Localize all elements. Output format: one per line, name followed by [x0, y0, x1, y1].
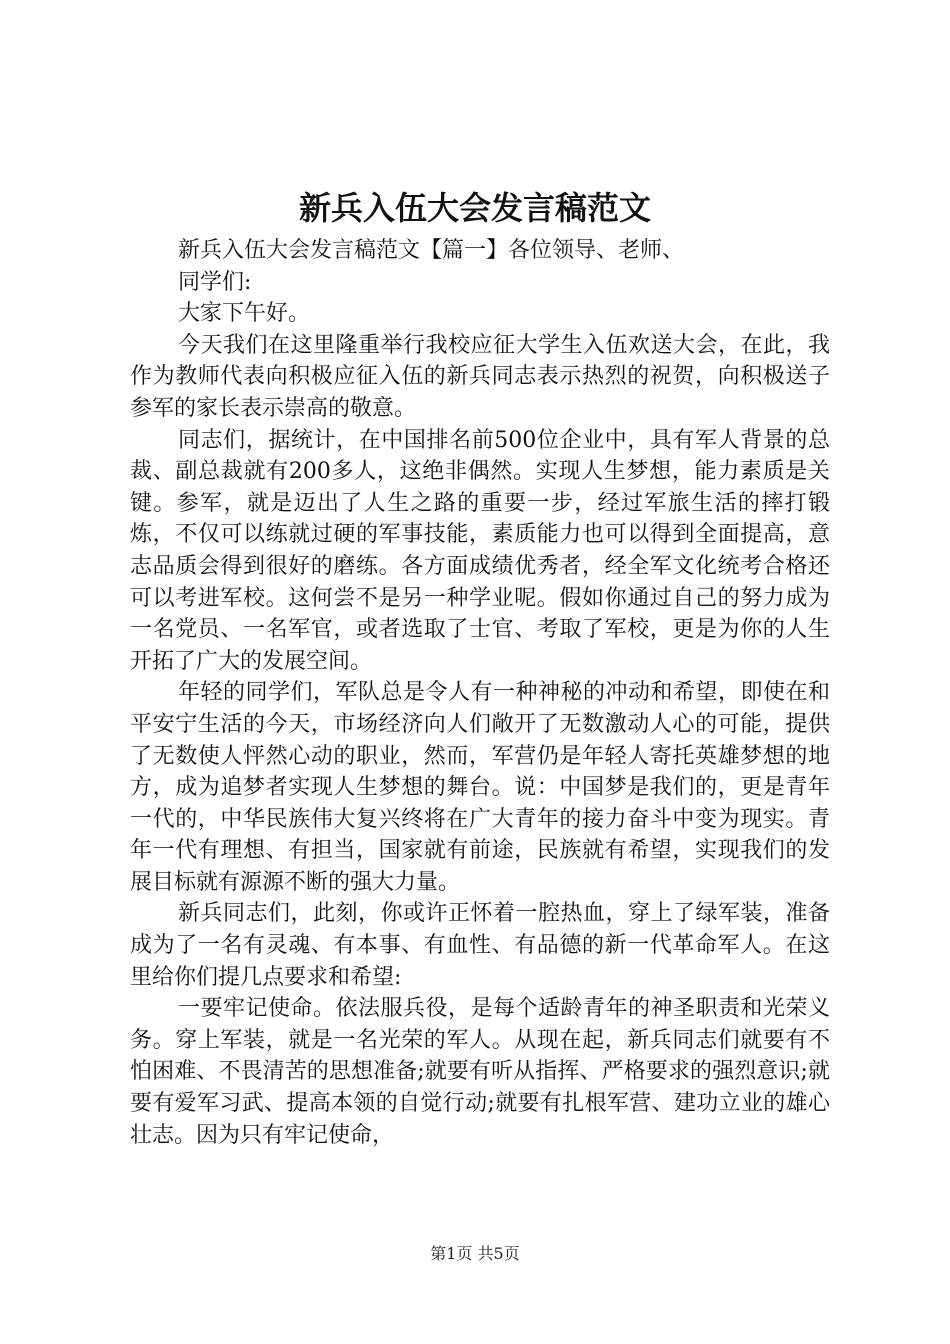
- body-paragraph: 同志们，据统计，在中国排名前500位企业中，具有军人背景的总裁、副总裁就有200多人，这绝非偶然。实现人生梦想，能力素质是关键。参军，就是迈出了人生之路的重要一步，经过军旅生活的摔打锻炼，不仅可以练就过硬的军事技能，素质能力也可以得到全面提高，意志品质会得到很好的磨练。各方面成绩优秀者，经全军文化统考合格还可以考进军校。这何尝不是另一种学业呢。假如你通过自己的努力成为一名党员、一名军官，或者选取了士官、考取了军校，更是为你的人生开拓了广大的发展空间。: [130, 427, 830, 674]
- body-paragraph: 同学们:: [178, 269, 252, 295]
- body-paragraph: 新兵同志们，此刻，你或许正怀着一腔热血，穿上了绿军装，准备成为了一名有灵魂、有本事、有血性、有品德的新一代革命军人。在这里给你们提几点要求和希望:: [130, 901, 830, 990]
- body-paragraph: 新兵入伍大会发言稿范文【篇一】各位领导、老师、: [178, 238, 685, 263]
- body-paragraph: 大家下午好。: [178, 301, 311, 327]
- document-body: [130, 235, 830, 1151]
- body-paragraph: 一要牢记使命。依法服兵役，是每个适龄青年的神圣职责和光荣义务。穿上军装，就是一名光荣的军人。从现在起，新兵同志们就要有不怕困难、不畏清苦的思想准备;就要有听从指挥、严格要求的强烈意识;就要有爱军习武、提高本领的自觉行动;就要有扎根军营、建功立业的雄心壮志。因为只有牢记使命，: [130, 996, 830, 1148]
- page-footer: 第1页 共5页: [430, 1244, 520, 1263]
- body-paragraph: 今天我们在这里隆重举行我校应征大学生入伍欢送大会，在此，我作为教师代表向积极应征入伍的新兵同志表示热烈的祝贺，向积极送子参军的家长表示崇高的敬意。: [130, 332, 830, 421]
- document-title: 新兵入伍大会发言稿范文: [298, 189, 651, 227]
- body-paragraph: 年轻的同学们，军队总是令人有一种神秘的冲动和希望，即使在和平安宁生活的今天，市场经济向人们敞开了无数激动人心的可能，提供了无数使人怦然心动的职业，然而，军营仍是年轻人寄托英雄梦想的地方，成为追梦者实现人生梦想的舞台。说：中国梦是我们的，更是青年一代的，中华民族伟大复兴终将在广大青年的接力奋斗中变为现实。青年一代有理想、有担当，国家就有前途，民族就有希望，实现我们的发展目标就有源源不断的强大力量。: [130, 680, 830, 895]
